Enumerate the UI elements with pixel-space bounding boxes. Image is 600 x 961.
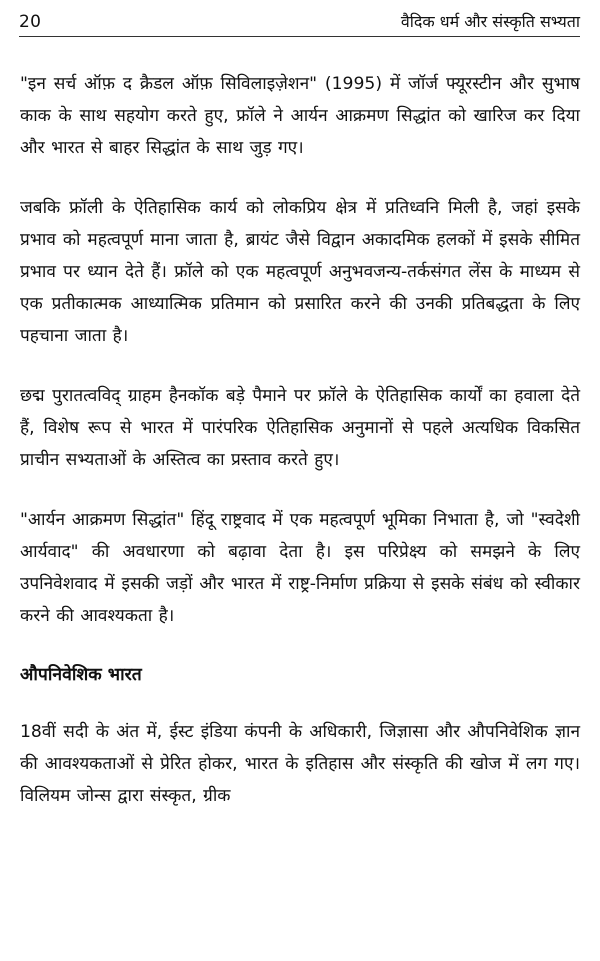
paragraph: 18वीं सदी के अंत में, ईस्ट इंडिया कंपनी के अधिकारी, जिज्ञासा और औपनिवेशिक ज्ञान की आवश्यकताओं से प्रेरित होकर, भारत के इतिहास और संस्कृति की खोज में लग गए। विलियम जोन्स द्वारा संस्कृत, ग्रीक xyxy=(20,722,580,806)
paragraph: "इन सर्च ऑफ़ द क्रैडल ऑफ़ सिविलाइज़ेशन" (1995) में जॉर्ज फ्यूरस्टीन और सुभाष काक के साथ सहयोग करते हुए, फ्रॉले ने आर्यन आक्रमण सिद्धांत को खारिज कर दिया और भारत से बाहर सिद्धांत के साथ जुड़ गए। xyxy=(20,74,580,158)
section-heading: औपनिवेशिक भारत xyxy=(20,665,142,685)
paragraph: "आर्यन आक्रमण सिद्धांत" हिंदू राष्ट्रवाद में एक महत्वपूर्ण भूमिका निभाता है, जो "स्वदेशी आर्यवाद" की अवधारणा को बढ़ावा देता है। इस परिप्रेक्ष्य को समझने के लिए उपनिवेशवाद में इसकी जड़ों और भारत में राष्ट्र-निर्माण प्रक्रिया से इसके संबंध को स्वीकार करने की आवश्यकता है। xyxy=(20,510,580,626)
header-divider xyxy=(19,36,580,37)
running-title: वैदिक धर्म और संस्कृति सभ्यता xyxy=(400,12,580,31)
paragraph: छद्म पुरातत्वविद् ग्राहम हैनकॉक बड़े पैमाने पर फ्रॉले के ऐतिहासिक कार्यों का हवाला देते हैं, विशेष रूप से भारत में पारंपरिक ऐतिहासिक अनुमानों से पहले अत्यधिक विकसित प्राचीन सभ्यताओं के अस्तित्व का प्रस्ताव करते हुए। xyxy=(20,386,580,470)
page-header xyxy=(19,10,580,36)
paragraph: जबकि फ्रॉली के ऐतिहासिक कार्य को लोकप्रिय क्षेत्र में प्रतिध्वनि मिली है, जहां इसके प्रभाव को महत्वपूर्ण माना जाता है, ब्रायंट जैसे विद्वान अकादमिक हलकों में इसके सीमित प्रभाव पर ध्यान देते हैं। फ्रॉले को एक महत्वपूर्ण अनुभवजन्य-तर्कसंगत लेंस के माध्यम से एक प्रतीकात्मक आध्यात्मिक प्रतिमान को प्रसारित करने की उनकी प्रतिबद्धता के लिए पहचाना जाता है। xyxy=(20,198,580,346)
page-number: 20 xyxy=(19,12,42,32)
body-text xyxy=(20,68,580,812)
